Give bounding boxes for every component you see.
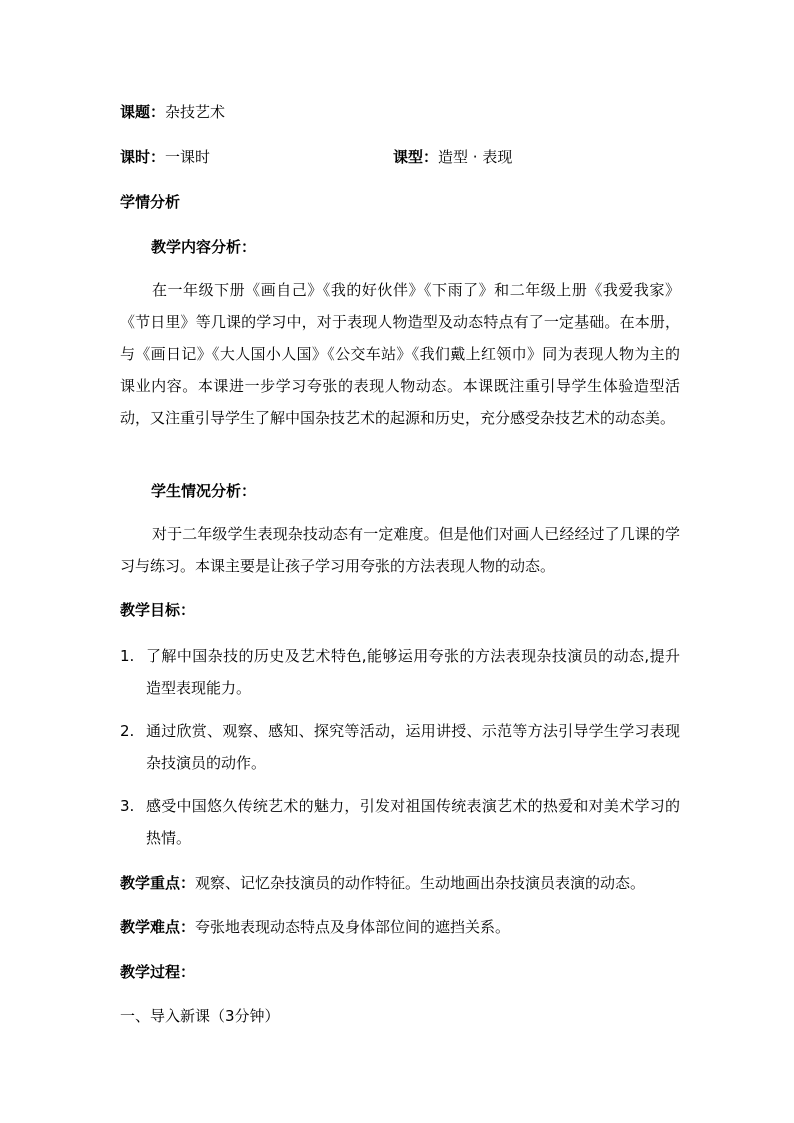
difficulty-line [120,917,510,937]
type-label: 课型： [393,148,439,166]
hours-label: 课时： [120,148,166,166]
objective-number: 1. [120,647,135,665]
process-heading: 教学过程： [120,963,196,981]
key-point-line [120,873,645,893]
key-point-label: 教学重点： [120,874,196,892]
objective-text: 了解中国杂技的历史及艺术特色,能够运用夸张的方法表现杂技演员的动态,提升造型表现能力。 [146,647,680,697]
topic-value: 杂技艺术 [165,103,226,121]
content-analysis-heading: 教学内容分析： [151,238,257,256]
topic-line [120,102,225,122]
objective-item-2 [120,715,680,779]
hours-line [120,147,210,167]
process-step-1: 一、导入新课（3分钟） [120,1007,280,1025]
objective-text: 通过欣赏、观察、感知、探究等活动，运用讲授、示范等方法引导学生学习表现杂技演员的动作。 [146,722,680,772]
difficulty-text: 夸张地表现动态特点及身体部位间的遮挡关系。 [195,918,511,936]
hours-value: 一课时 [165,148,211,166]
objective-item-1 [120,640,680,704]
key-point-text: 观察、记忆杂技演员的动作特征。生动地画出杂技演员表演的动态。 [195,874,646,892]
objective-number: 3. [120,797,135,815]
type-line [393,147,512,167]
student-analysis-paragraph: 对于二年级学生表现杂技动态有一定难度。但是他们对画人已经经过了几课的学习与练习。本课主要是让孩子学习用夸张的方法表现人物的动态。 [120,525,680,575]
objective-item-3 [120,790,680,854]
objective-text: 感受中国悠久传统艺术的魅力，引发对祖国传统表演艺术的热爱和对美术学习的热情。 [146,797,680,847]
analysis-heading: 学情分析 [120,193,181,211]
student-analysis-heading: 学生情况分析： [151,482,257,500]
difficulty-label: 教学难点： [120,918,196,936]
type-value: 造型 · 表现 [438,148,513,166]
content-analysis-paragraph: 在一年级下册《画自己》《我的好伙伴》《下雨了》和二年级上册《我爱我家》《节日里》等几课的学习中，对于表现人物造型及动态特点有了一定基础。在本册，与《画日记》《大人国小人国》《公交车站》《我们戴上红领巾》同为表现人物为主的课业内容。本课进一步学习夸张的表现人物动态。本课既注重引导学生体验造型活动，又注重引导学生了解中国杂技艺术的起源和历史，充分感受杂技艺术的动态美。 [120,281,680,427]
objectives-heading: 教学目标： [120,601,196,619]
objective-number: 2. [120,722,135,740]
topic-label: 课题： [120,103,166,121]
